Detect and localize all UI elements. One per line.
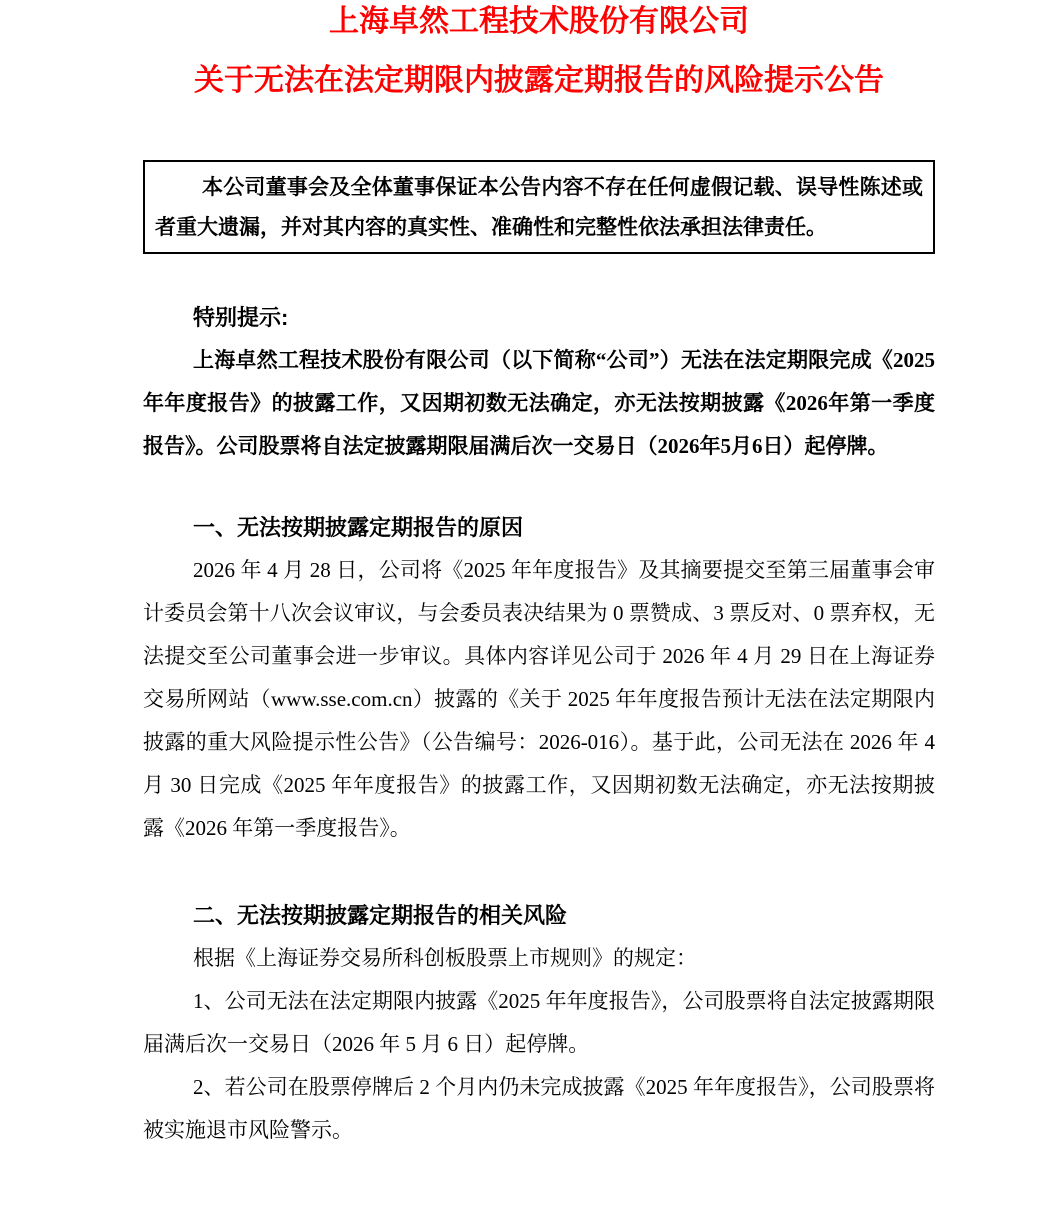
company-name-title: 上海卓然工程技术股份有限公司 [329, 5, 749, 38]
announcement-title: 关于无法在法定期限内披露定期报告的风险提示公告 [194, 64, 884, 97]
disclaimer-box [143, 160, 935, 254]
section-1-paragraph-1: 2026 年 4 月 28 日，公司将《2025 年年度报告》及其摘要提交至第三届董事会审计委员会第十八次会议审议，与会委员表决结果为 0 票赞成、3 票反对、0 票弃权，无法提交至公司董事会进一步审议。具体内容详见公司于 2026 年 4 月 29 日在上海证券交易所网站（www.sse.com.cn）披露的《关于 2025 年年度报告预计无法在法定期限内披露的重大风险提示性公告》（公告编号：2026-016）。基于此，公司无法在 2026 年 4 月 30 日完成《2025 年年度报告》的披露工作，又因期初数无法确定，亦无法按期披露《2026 年第一季度报告》。 [143, 558, 935, 840]
section-2-paragraph-3: 2、若公司在股票停牌后 2 个月内仍未完成披露《2025 年年度报告》，公司股票将被实施退市风险警示。 [143, 1075, 935, 1142]
special-notice-paragraph: 上海卓然工程技术股份有限公司（以下简称“公司”）无法在法定期限完成《2025年年度报告》的披露工作，又因期初数无法确定，亦无法按期披露《2026年第一季度报告》。公司股票将自法定披露期限届满后次一交易日（2026年5月6日）起停牌。 [143, 348, 935, 458]
disclaimer-text: 本公司董事会及全体董事保证本公告内容不存在任何虚假记载、误导性陈述或者重大遗漏，并对其内容的真实性、准确性和完整性依法承担法律责任。 [155, 175, 923, 239]
section-2-heading: 二、无法按期披露定期报告的相关风险 [193, 903, 568, 928]
section-2-paragraph-2: 1、公司无法在法定期限内披露《2025 年年度报告》，公司股票将自法定披露期限届满后次一交易日（2026 年 5 月 6 日）起停牌。 [143, 989, 935, 1056]
special-notice-heading: 特别提示: [193, 305, 289, 330]
section-1-heading: 一、无法按期披露定期报告的原因 [193, 515, 524, 540]
section-2-paragraph-1: 根据《上海证券交易所科创板股票上市规则》的规定： [193, 946, 697, 970]
document-content [0, 4, 1047, 1152]
